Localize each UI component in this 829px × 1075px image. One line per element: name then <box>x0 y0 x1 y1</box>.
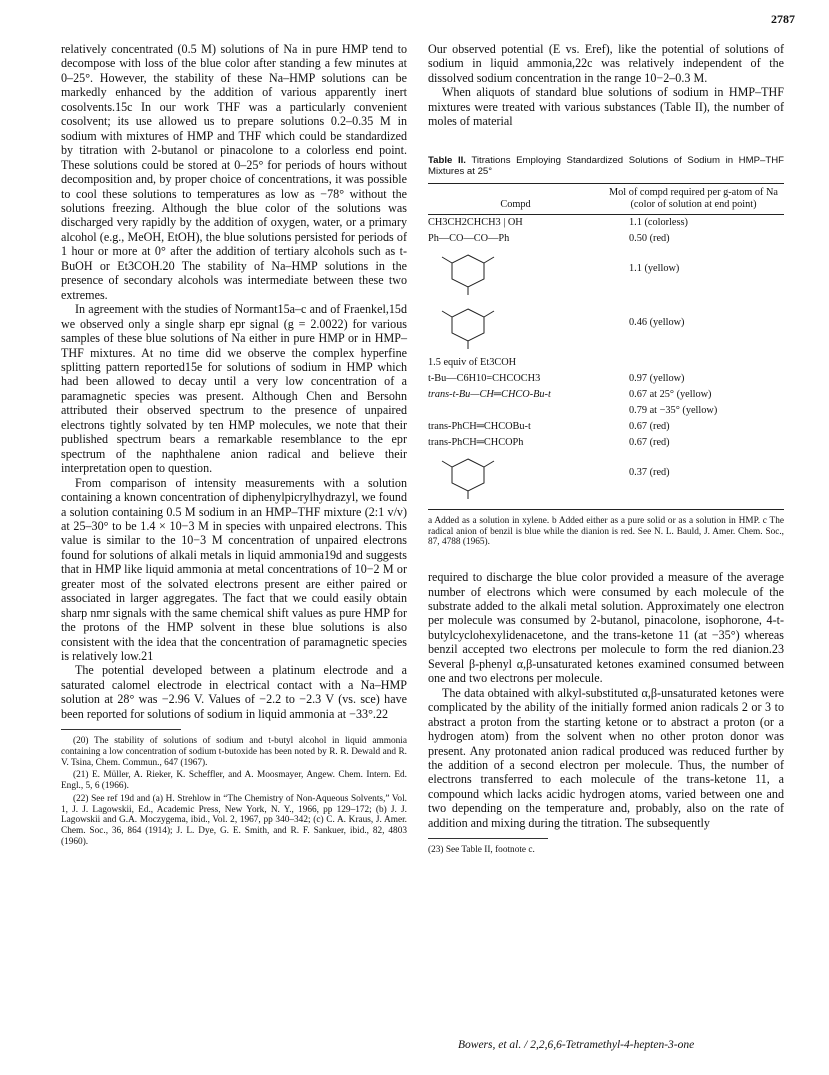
table-row <box>428 371 784 387</box>
body-paragraph: When aliquots of standard blue solutions of sodium in HMP–THF mixtures were treated with various substances (Table II), the number of moles of material <box>428 85 784 129</box>
table-cell-value: 0.37 (red) <box>629 466 670 478</box>
compound-label: trans-PhCH═CHCOPh <box>428 436 524 448</box>
table-row <box>428 435 784 451</box>
table-cell-value <box>603 355 784 371</box>
body-paragraph: required to discharge the blue color provided a measure of the average number of electrons which were consumed by each molecule of the substrate added to the alkali metal solution. Approximately one electron per molecule was consumed by 2-butanol, pinacolone, isophorone, 4-t-butylcyclohexylidenacetone, and the trans-ketone 11 (at −35°) whereas benzil accepted two electrons per molecule to form the red dianion.23 Several β-phenyl α,β-unsaturated ketones examined consumed between one and two electrons per molecule. <box>428 570 784 686</box>
table-header-mol: Mol of compd required per g-atom of Na (color of solution at end point) <box>603 183 784 214</box>
footnote-21: (21) E. Müller, A. Rieker, K. Scheffler, and A. Moosmayer, Angew. Chem. Intern. Ed. Engl., 5, 6 (1966). <box>61 770 407 792</box>
table-row <box>428 214 784 231</box>
table-footnotes: a Added as a solution in xylene. b Added either as a pure solid or as a solution in HMP. c The radical anion of benzil is blue while the dianion is red. See N. L. Bauld, J. Amer. Chem. Soc., 87, 4788 (1965). <box>428 509 784 548</box>
body-paragraph: The data obtained with alkyl-substituted α,β-unsaturated ketones were complicated by the ability of the initially formed anion radicals 2 or 3 to abstract a proton from the starting ketone or to abstract a proton (or a hydrogen atom) from the solvent when no other proton donor was present. Any protonated anion radical produced was reduced further by the addition of a second electron per molecule. Thus, the number of electrons transferred to each molecule of the trans-ketone 11, a compound which lacks acidic hydrogen atoms, varied between one and two depending on the temperature and, probably, also on the rate of addition and mixing during the titration. The subsequently <box>428 685 784 830</box>
body-paragraph: In agreement with the studies of Normant15a–c and of Fraenkel,15d we observed only a single sharp epr signal (g = 2.0022) for various samples of these blue solutions of Na either in pure HMP or in HMP–THF mixtures. At no time did we observe the complex hyperfine splitting pattern reported15e for solutions of sodium in HMP which had been allowed to decay until a very low concentration of a paramagnetic species was present. Although Chen and Bersohn attributed their observed spectrum to the presence of unpaired electrons tightly solvated by ten HMP molecules, we note that their published spectrum bears a remarkable resemblance to the epr spectrum of the naphthalene anion radical and believe their interpretation open to question. <box>61 302 407 476</box>
table-cell-value: 1.1 (colorless) <box>629 216 688 228</box>
left-column <box>61 42 407 849</box>
table-row <box>428 419 784 435</box>
table-cell-value: 1.1 (yellow) <box>629 262 680 274</box>
table-cell-value: 0.67 (red) <box>629 436 670 448</box>
table-ii <box>428 183 784 505</box>
page-number: 2787 <box>771 12 795 26</box>
table-cell-value: 0.50 (red) <box>629 232 670 244</box>
compound-label: trans-t-Bu—CH═CHCO-Bu-t <box>428 388 551 400</box>
body-paragraph: Our observed potential (E vs. Eref), like the potential of solutions of sodium in liquid ammonia,22c was relatively independent of the dissolved sodium concentration in the range 10−2–0.3 M. <box>428 42 784 85</box>
body-paragraph: The potential developed between a platinum electrode and a saturated calomel electrode in electrical contact with a Na–HMP solution at 28° was −2.96 V. Values of −2.2 to −2.3 V (vs. sce) have been reported for solutions of sodium in liquid ammonia at −33°.22 <box>61 663 407 721</box>
footnote-20: (20) The stability of solutions of sodium and t-butyl alcohol in liquid ammonia containing a low concentration of sodium t-butoxide has been noted by R. R. Dewald and R. V. Tsina, Chem. Commun., 647 (1967). <box>61 736 407 768</box>
table-caption <box>428 155 784 177</box>
table-cell-value: 0.79 at −35° (yellow) <box>629 404 718 416</box>
table-caption-text: Titrations Employing Standardized Solutions of Sodium in HMP–THF Mixtures at 25° <box>428 154 784 177</box>
table-row <box>428 387 784 403</box>
footnote-22: (22) See ref 19d and (a) H. Strehlow in “The Chemistry of Non-Aqueous Solvents,” Vol. 1, J. J. Lagowskii, Ed., Academic Press, New York, N. Y., 1966, pp 129–172; (b) J. J. Lagowskii and G.A. Moczygema, ibid., Vol. 2, 1967, pp 340–342; (c) C. A. Kraus, J. Amer. Chem. Soc., 36, 864 (1914); J. L. Dye, G. E. Smith, and R. F. Sankuer, ibid., 82, 4803 (1960). <box>61 793 407 847</box>
compound-label: Ph—CO—CO—Ph <box>428 232 510 244</box>
compound-label: 1.5 equiv of Et3COH <box>428 356 517 368</box>
table-cell-value: 0.67 at 25° (yellow) <box>629 388 712 400</box>
isophorone-structure-icon <box>428 249 518 295</box>
enone-structure-icon <box>428 303 518 349</box>
table-cell-value: 0.46 (yellow) <box>629 316 685 328</box>
table-row <box>428 231 784 247</box>
running-footer: Bowers, et al. / 2,2,6,6-Tetramethyl-4-hepten-3-one <box>458 1039 695 1051</box>
table-cell-value: 0.67 (red) <box>629 420 670 432</box>
table-row <box>428 451 784 505</box>
footnote-rule <box>61 729 181 730</box>
table-row <box>428 247 784 301</box>
phenyl-enone-structure-icon <box>428 453 518 499</box>
footnotes <box>61 736 407 847</box>
table-row <box>428 355 784 371</box>
compound-label: trans-PhCH═CHCOBu-t <box>428 420 531 432</box>
compound-label: t-Bu—C6H10=CHCOCH3 <box>428 372 541 384</box>
footnote-23: (23) See Table II, footnote c. <box>428 845 535 856</box>
body-paragraph: From comparison of intensity measurements with a solution containing a known concentration of diphenylpicrylhydrazyl, we found a solution containing 0.5 M sodium in an HMP–THF mixture (2:1 v/v) at 25–30° to be 1.4 × 10−3 M in species with unpaired electrons. This value is similar to the 10−3 M concentration of unpaired electrons found for solutions of alkali metals in liquid ammonia19d and suggests that in HMP like liquid ammonia at metal concentrations of 10−2 M or greater most of the solvated electrons present are either paired or associated in larger aggregates. The fact that we could easily obtain sharp nmr signals with the same chemical shift values as pure HMP for the protons of the HMP solvent in these blue solutions is also consistent with the idea that the concentration of paramagnetic species is relatively low.21 <box>61 475 407 664</box>
table-cell-value: 0.97 (yellow) <box>629 372 685 384</box>
compound-label: CH3CH2CHCH3 | OH <box>428 216 523 228</box>
body-paragraph: relatively concentrated (0.5 M) solutions of Na in pure HMP tend to decompose with loss of the blue color after standing a few minutes at 0–25°. However, the stability of these Na–HMP solutions can be markedly enhanced by the addition of various apparently inert cosolvents.15c In our work THF was a particularly convenient cosolvent; its use allowed us to prepare solutions 0.2–0.35 M in sodium with mixtures of HMP and THF which could be standardized by titration with 2-butanol or pinacolone to a colorless end point. These solutions could be stored at 0–25° for periods of hours without decomposition and, by proper choice of concentrations, it was possible to cool these solutions to temperatures as low as −78° without the solutions freezing. Although the blue color of the solutions was discharged very rapidly by the addition of oxygen, water, or a primary alcohol (e.g., MeOH, EtOH), the blue solutions persisted for periods of 1 hour or more at 0° after the addition of tertiary alcohols such as t-BuOH or Et3COH.20 The stability of Na–HMP solutions in the presence of secondary alcohols was intermediate between these two extremes. <box>61 42 407 302</box>
table-row <box>428 301 784 355</box>
compound-label <box>428 403 603 419</box>
footnote-rule <box>428 838 548 839</box>
table-label: Table II. <box>428 154 466 166</box>
table-header-compd: Compd <box>428 183 603 214</box>
right-column <box>428 42 784 856</box>
table-row <box>428 403 784 419</box>
